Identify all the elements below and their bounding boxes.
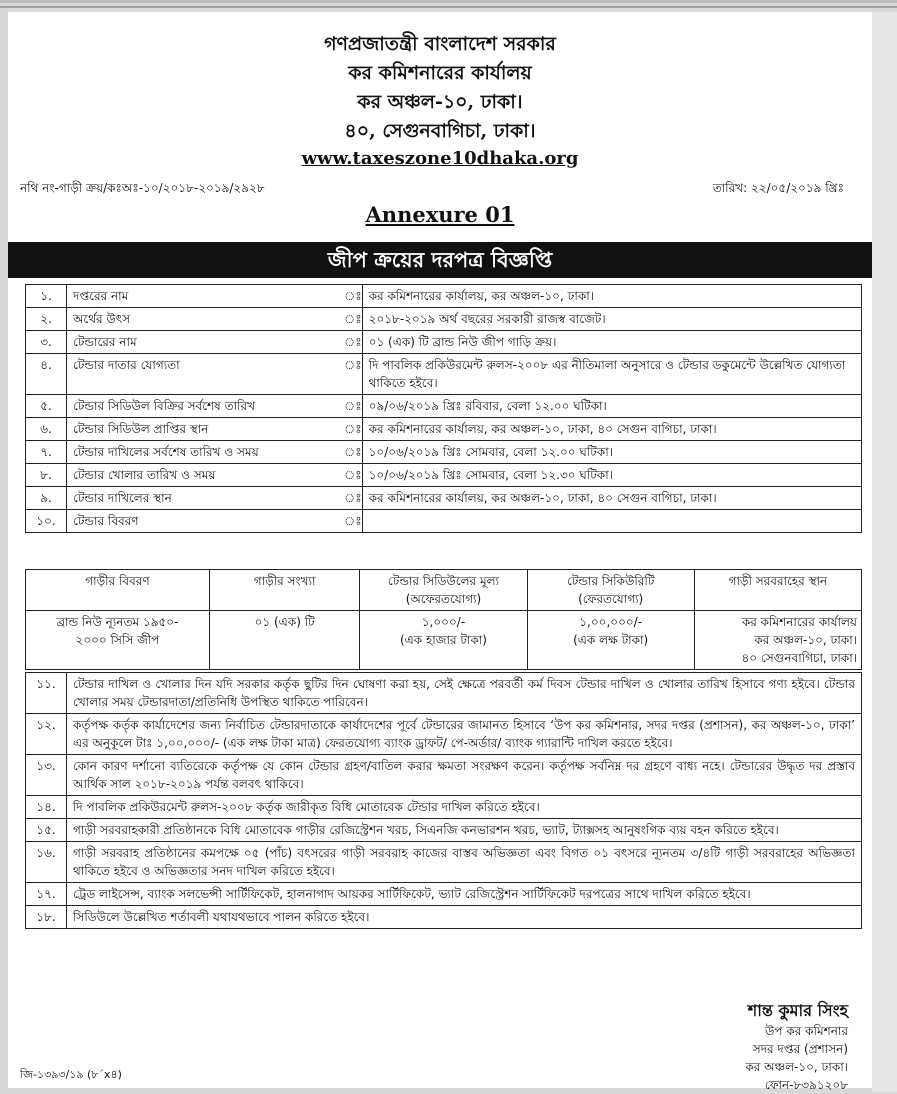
info-row xyxy=(26,308,862,331)
cell-line: ৪০ সেগুনবাগিচা, ঢাকা। xyxy=(741,651,857,665)
condition-text: ট্রেড লাইসেন্স, ব্যাংক সলভেন্সী সার্টিফিকেট, হালনাগাদ আয়কর সার্টিফিকেট, ভ্যাট রেজিস্ট্রেশন সার্টিফিকেট দরপত্রের সাথে দাখিল করিতে হইবে। xyxy=(67,883,862,906)
cell-line: ০১ (এক) টি xyxy=(254,615,315,629)
vehicle-col-header xyxy=(694,570,861,611)
tender-info-table xyxy=(25,284,862,533)
row-label: টেন্ডার সিডিউল প্রাপ্তির স্থান xyxy=(67,418,345,441)
info-row xyxy=(26,464,862,487)
condition-number: ১৩. xyxy=(26,755,67,796)
signatory-phone: ফোন-৮৩৯১২০৮ xyxy=(764,1078,848,1092)
row-label: অর্থের উৎস xyxy=(67,308,345,331)
right-margin xyxy=(872,12,897,1092)
header-line: গাড়ী সরবরাহের স্থান xyxy=(728,574,828,588)
letterhead xyxy=(8,30,872,172)
condition-row xyxy=(26,842,862,883)
row-number: ১. xyxy=(26,285,67,308)
condition-row xyxy=(26,796,862,819)
top-border-line xyxy=(0,0,897,3)
vehicle-cell xyxy=(26,611,210,670)
row-number: ৩. xyxy=(26,331,67,354)
row-colon: ঃ xyxy=(344,441,362,464)
condition-number: ১২. xyxy=(26,714,67,755)
annexure-title: Annexure 01 xyxy=(365,202,515,227)
vehicle-col-header xyxy=(26,570,210,611)
info-row xyxy=(26,441,862,464)
conditions-table xyxy=(25,672,862,929)
notice-date: তারিখ: ২২/০৫/২০১৯ খ্রিঃ xyxy=(712,181,844,195)
row-label: টেন্ডারের নাম xyxy=(67,331,345,354)
condition-text: কোন কারণ দর্শানো ব্যতিরেকে কর্তৃপক্ষ যে কোন টেন্ডার গ্রহণ/বাতিল করার ক্ষমতা সংরক্ষণ করেন। কর্তৃপক্ষ সর্বনিম্ন দর গ্রহণে বাধ্য নহে। টেন্ডারের উদ্ধৃত দর প্রস্তাব আর্থিক সাল ২০১৮-২০১৯ পর্যন্ত বলবৎ থাকিবে। xyxy=(67,755,862,796)
row-number: ৪. xyxy=(26,354,67,395)
signatory-zone: কর অঞ্চল-১০, ঢাকা। xyxy=(745,1060,848,1074)
header-line: (ফেরতযোগ্য) xyxy=(578,592,644,606)
info-row xyxy=(26,285,862,308)
condition-row xyxy=(26,819,862,842)
condition-number: ১৮. xyxy=(26,906,67,929)
footer-reference: জি-১৩৯৩/১৯ (৮´x৪) xyxy=(20,1068,122,1081)
row-value: ২০১৮-২০১৯ অর্থ বছরের সরকারী রাজস্ব বাজেট। xyxy=(362,308,861,331)
vehicle-col-header xyxy=(360,570,527,611)
vehicle-col-header xyxy=(209,570,359,611)
condition-row xyxy=(26,883,862,906)
cell-line: (এক হাজার টাকা) xyxy=(399,633,487,647)
signature-block xyxy=(745,1000,848,1094)
condition-number: ১৪. xyxy=(26,796,67,819)
signatory-designation: উপ কর কমিশনার xyxy=(765,1024,848,1038)
condition-number: ১৭. xyxy=(26,883,67,906)
cell-line: ১,০০০/- xyxy=(421,615,466,629)
office-address: ৪০, সেগুনবাগিচা, ঢাকা। xyxy=(344,120,536,142)
row-label: টেন্ডার দাখিলের সর্বশেষ তারিখ ও সময় xyxy=(67,441,345,464)
info-row xyxy=(26,418,862,441)
row-value: ১০/০৬/২০১৯ খ্রিঃ সোমবার, বেলা ১২.০০ ঘটিকা। xyxy=(362,441,861,464)
condition-text: সিডিউলে উল্লেখিত শর্তাবলী যথাযথভাবে পালন করিতে হইবে। xyxy=(67,906,862,929)
cell-line: কর কমিশনারের কার্যালয় xyxy=(741,615,857,629)
cell-line: (এক লক্ষ টাকা) xyxy=(573,633,649,647)
row-number: ৭. xyxy=(26,441,67,464)
row-colon: ঃ xyxy=(344,308,362,331)
vehicle-cell xyxy=(527,611,694,670)
vehicle-table xyxy=(25,569,862,670)
row-colon: ঃ xyxy=(344,418,362,441)
condition-row xyxy=(26,906,862,929)
cell-line: ব্রান্ড নিউ ন্যূনতম ১৯৫০- xyxy=(56,615,179,629)
row-value: কর কমিশনারের কার্যালয়, কর অঞ্চল-১০, ঢাকা, ৪০ সেগুন বাগিচা, ঢাকা। xyxy=(362,487,861,510)
row-value: ০১ (এক) টি ব্রান্ড নিউ জীপ গাড়ি ক্রয়। xyxy=(362,331,861,354)
header-line: টেন্ডার সিকিউরিটি xyxy=(566,574,655,588)
info-row xyxy=(26,510,862,533)
vehicle-cell xyxy=(209,611,359,670)
memo-number: নথি নং-গাড়ী ক্রয়/কঃঅঃ-১০/২০১৮-২০১৯/২৯২৮ xyxy=(20,181,265,195)
zone-name: কর অঞ্চল-১০, ঢাকা। xyxy=(357,91,523,113)
office-name: কর কমিশনারের কার্যালয় xyxy=(348,62,532,84)
info-row xyxy=(26,487,862,510)
row-colon: ঃ xyxy=(344,354,362,395)
condition-number: ১৬. xyxy=(26,842,67,883)
row-colon: ঃ xyxy=(344,331,362,354)
row-colon: ঃ xyxy=(344,395,362,418)
vehicle-cell xyxy=(694,611,861,670)
row-value: ০৯/০৬/২০১৯ খ্রিঃ রবিবার, বেলা ১২.০০ ঘটিকা। xyxy=(362,395,861,418)
row-value: কর কমিশনারের কার্যালয়, কর অঞ্চল-১০, ঢাকা, ৪০ সেগুন বাগিচা, ঢাকা। xyxy=(362,418,861,441)
row-value xyxy=(362,510,861,533)
condition-number: ১৫. xyxy=(26,819,67,842)
header-line: গাড়ীর সংখ্যা xyxy=(253,574,316,588)
row-label: টেন্ডার দাতার যোগ্যতা xyxy=(67,354,345,395)
row-label: টেন্ডার খোলার তারিখ ও সময় xyxy=(67,464,345,487)
signatory-office: সদর দপ্তর (প্রশাসন) xyxy=(752,1042,848,1056)
row-number: ২. xyxy=(26,308,67,331)
row-label: টেন্ডার বিবরণ xyxy=(67,510,345,533)
row-value: কর কমিশনারের কার্যালয়, কর অঞ্চল-১০, ঢাকা। xyxy=(362,285,861,308)
condition-text: গাড়ী সরবরাহ প্রতিষ্ঠানের কমপক্ষে ০৫ (পাঁচ) বৎসরের গাড়ী সরবরাহ কাজের বাস্তব অভিজ্ঞতা এবং বিগত ০১ বৎসরে ন্যূনতম ৩/৪টি গাড়ী সরবরাহের অভিজ্ঞতা থাকিতে হইবে ও অভিজ্ঞতার সনদ দাখিল করিতে হইবে। xyxy=(67,842,862,883)
row-value: ১০/০৬/২০১৯ খ্রিঃ সোমবার, বেলা ১২.৩০ ঘটিকা। xyxy=(362,464,861,487)
signatory-name: শান্ত কুমার সিংহ xyxy=(747,1001,848,1020)
row-colon: ঃ xyxy=(344,464,362,487)
condition-text: টেন্ডার দাখিল ও খোলার দিন যদি সরকার কর্তৃক ছুটির দিন ঘোষণা করা হয়, সেই ক্ষেত্রে পরবর্তী কর্ম দিবস টেন্ডার দাখিল ও খোলার তারিখ হিসাবে গণ্য হইবে। টেন্ডার খোলার সময় টেন্ডারদাতা/প্রতিনিধি উপস্থিত থাকিতে পারিবেন। xyxy=(67,673,862,714)
govt-name: গণপ্রজাতন্ত্রী বাংলাদেশ সরকার xyxy=(324,33,556,55)
row-colon: ঃ xyxy=(344,285,362,308)
cell-line: ২০০০ সিসি জীপ xyxy=(75,633,160,647)
condition-text: কর্তৃপক্ষ কর্তৃক কার্যাদেশের জন্য নির্বাচিত টেন্ডারদাতাকে কার্যাদেশের পূর্বে টেন্ডারের জামানত হিসাবে ‘উপ কর কমিশনার, সদর দপ্তর (প্রশাসন), কর অঞ্চল-১০, ঢাকা’ এর অনুকূলে টাঃ ১,০০,০০০/- (এক লক্ষ টাকা মাত্র) ফেরতযোগ্য ব্যাংক ড্রাফট/ পে-অর্ডার/ ব্যাংক গ্যারান্টি দাখিল করতে হইবে। xyxy=(67,714,862,755)
row-value: দি পাবলিক প্রকিউরমেন্ট রুলস-২০০৮ এর নীতিমালা অনুসারে ও টেন্ডার ডকুমেন্টে উল্লেখিত যোগ্যতা থাকিতে হইবে। xyxy=(362,354,861,395)
row-number: ১০. xyxy=(26,510,67,533)
row-label: টেন্ডার সিডিউল বিক্রির সর্বশেষ তারিখ xyxy=(67,395,345,418)
notice-page xyxy=(8,12,872,1092)
info-row xyxy=(26,395,862,418)
condition-text: দি পাবলিক প্রকিউরমেন্ট রুলস-২০০৮ কর্তৃক জারীকৃত বিধি মোতাবেক টেন্ডার দাখিল করিতে হইবে। xyxy=(67,796,862,819)
cell-line: কর অঞ্চল-১০, ঢাকা। xyxy=(754,633,857,647)
header-line: টেন্ডার সিডিউলের মূল্য xyxy=(387,574,500,588)
row-number: ৫. xyxy=(26,395,67,418)
row-number: ৯. xyxy=(26,487,67,510)
info-row xyxy=(26,354,862,395)
row-label: দপ্তরের নাম xyxy=(67,285,345,308)
vehicle-cell xyxy=(360,611,527,670)
row-number: ৮. xyxy=(26,464,67,487)
website-link[interactable]: www.taxeszone10dhaka.org xyxy=(301,148,579,169)
row-label: টেন্ডার দাখিলের স্থান xyxy=(67,487,345,510)
cell-line: ১,০০,০০০/- xyxy=(579,615,643,629)
condition-row xyxy=(26,673,862,714)
condition-row xyxy=(26,714,862,755)
header-line: (অফেরতযোগ্য) xyxy=(405,592,482,606)
vehicle-col-header xyxy=(527,570,694,611)
row-number: ৬. xyxy=(26,418,67,441)
condition-number: ১১. xyxy=(26,673,67,714)
notice-banner: জীপ ক্রয়ের দরপত্র বিজ্ঞপ্তি xyxy=(8,242,872,278)
info-row xyxy=(26,331,862,354)
row-colon: ঃ xyxy=(344,487,362,510)
row-colon: ঃ xyxy=(344,510,362,533)
condition-text: গাড়ী সরবরাহকারী প্রতিষ্ঠানকে বিধি মোতাবেক গাড়ীর রেজিস্ট্রেশন খরচ, সিএনজি কনভারশন খরচ, ভ্যাট, ট্যাক্সসহ আনুষংগিক ব্যয় বহন করিতে হইবে। xyxy=(67,819,862,842)
header-line: গাড়ীর বিবরণ xyxy=(85,574,150,588)
condition-row xyxy=(26,755,862,796)
top-border-line-2 xyxy=(0,6,897,8)
